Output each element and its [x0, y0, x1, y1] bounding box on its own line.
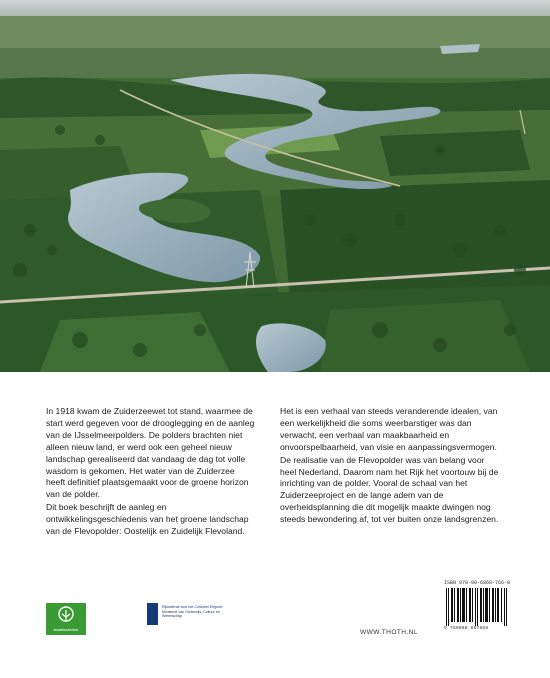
right-paragraph-2: De realisatie van de Flevopolder was van belang voor heel Nederland. Daarom nam het Rijk het voortouw bij de inrichting van de polder. Vooral de schaal van het Zuiderzeeproject en de lange adem van de overheidsplanning die dit mogelijk maakte dwingen nog steeds bewondering af, tot ver buiten onze landsgrenzen. [280, 454, 499, 525]
isbn-label: ISBN 978-90-6868-766-8 [444, 580, 511, 586]
left-paragraph-1: In 1918 kwam de Zuiderzeewet tot stand, waarmee de start werd gegeven voor de drooglegging en de aanleg van de IJsselmeerpolders. De polders brachten niet alleen nieuw land, er werd ook een geheel nieuw landschap gerealiseerd dat vandaag de dag tot volle wasdom is gekomen. Het water van de Zuiderzee heeft definitief plaatsgemaakt voor de groene horizon van de polder. [46, 406, 255, 500]
isbn-block [444, 580, 510, 632]
publisher-website: WWW.THOTH.NL [360, 629, 418, 636]
rce-logo-text: Rijksdienst voor het Cultureel Erfgoed Ministerie van Onderwijs, Cultuur en Wetenschap [162, 605, 223, 619]
staatsbosbeheer-logo-text: staatsbosbeheer [53, 628, 79, 632]
barcode-digits: 9 789068 687668 [444, 626, 489, 631]
rce-emblem-icon [147, 603, 158, 625]
left-paragraph-2: Dit boek beschrijft de aanleg en ontwikkelingsgeschiedenis van het groene landschap van de Flevopolder: Oostelijk en Zuidelijk Flevoland. [46, 502, 249, 537]
staatsbosbeheer-logo [46, 603, 86, 635]
right-text-column [280, 406, 502, 526]
left-text-column [46, 406, 256, 538]
tree-icon [46, 603, 86, 627]
right-paragraph-1: Het is een verhaal van steeds veranderende idealen, van een werkelijkheid die soms weerbarstiger was dan verwacht, een verhaal van maakbaarheid en onvoorspelbaarheid, van visie en aanpassingsvermogen. [280, 406, 498, 452]
rce-logo [147, 603, 229, 635]
barcode [444, 588, 510, 626]
